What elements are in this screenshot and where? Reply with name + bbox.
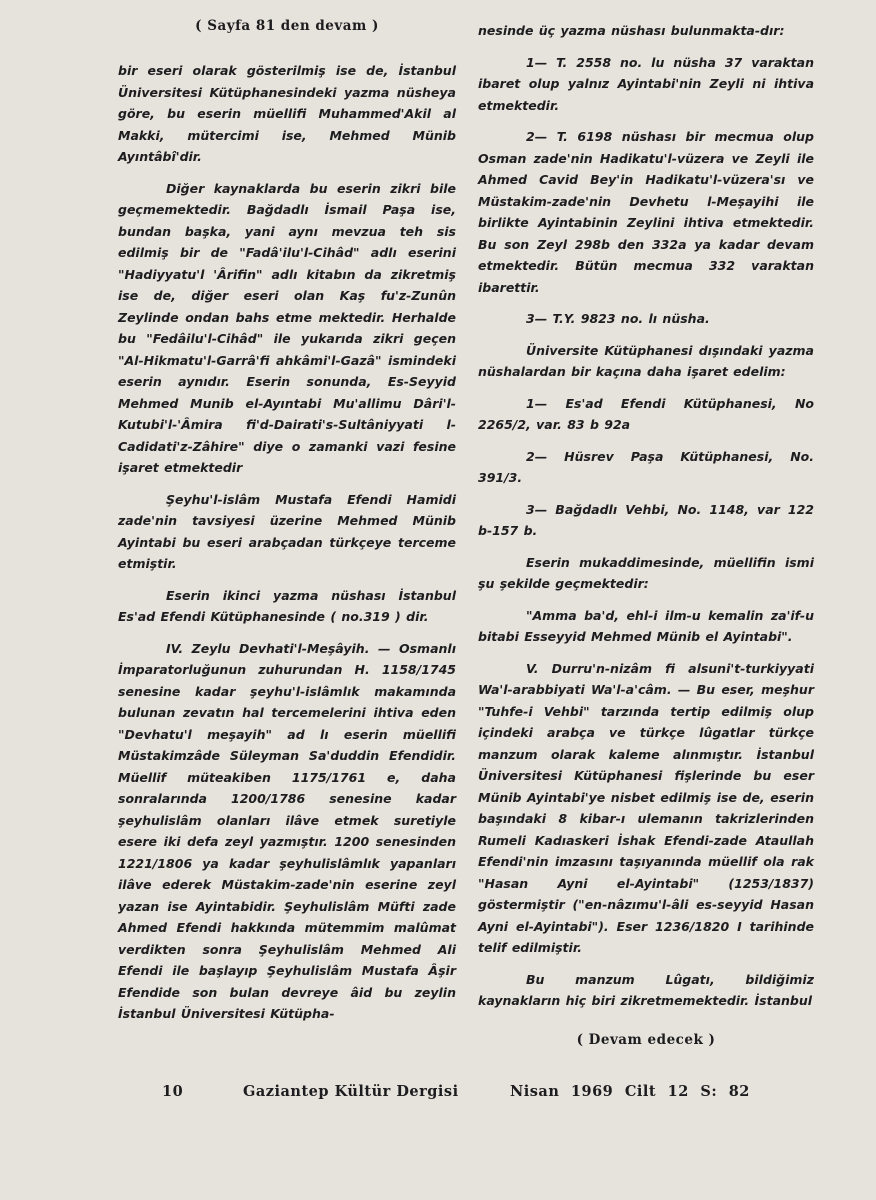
paragraph: Şeyhu'l-islâm Mustafa Efendi Hamidi zade'nin tavsiyesi üzerine Mehmed Münib Ayintabi bu eseri arabçadan türkçeye terceme etmiştir. (118, 491, 456, 571)
paragraph: 1— Es'ad Efendi Kütüphanesi, No 2265/2, var. 83 b 92a (478, 395, 814, 432)
page-number: 10 (162, 1083, 184, 1100)
paragraph: 1— T. 2558 no. lu nüsha 37 varaktan ibaret olup yalnız Ayintabi'nin Zeyli ni ihtiva etmektedir. (478, 54, 814, 113)
paragraph: bir eseri olarak gösterilmiş ise de, İstanbul Üniversitesi Kütüphanesindeki yazma nüsheya göre, bu eserin müellifi Muhammed'Akil al Makki, mütercimi ise, Mehmed Münib Ayıntâbî'dir. (118, 63, 456, 164)
journal-title: Gaziantep Kültür Dergisi (243, 1083, 459, 1100)
paragraph: Bu manzum Lûgatı, bildiğimiz kaynakların hiç biri zikretmemektedir. İstanbul (478, 971, 814, 1008)
paragraph: Eserin ikinci yazma nüshası İstanbul Es'ad Efendi Kütüphanesinde ( no.319 ) dir. (118, 587, 456, 624)
continued-note: ( Devam edecek ) (576, 1032, 716, 1048)
continued-from-note: ( Sayfa 81 den devam ) (195, 18, 379, 34)
paragraph: 2— Hüsrev Paşa Kütüphanesi, No. 391/3. (478, 448, 814, 485)
right-text-column (478, 20, 814, 1022)
paragraph: Eserin mukaddimesinde, müellifin ismi şu şekilde geçmektedir: (478, 554, 814, 591)
left-text-column (118, 60, 456, 1035)
paragraph: V. Durru'n-nizâm fi alsuni't-turkiyyati Wa'l-arabbiyati Wa'l-a'câm. — Bu eser, meşhur "Tuhfe-i Vehbi" tarzında tertip edilmiş olup içindeki arabça ve türkçe lûgatlar türkçe manzum olarak kaleme alınmıştır. İstanbul Üniversitesi Kütüphanesi fişlerinde bu eser Münib Ayintabi'ye nisbet edilmiş ise de, eserin başındaki 8 kibar-ı ulemanın takrizlerinden Rumeli Kadıaskeri İshak Efendi-zade Ataullah Efendi'nin imzasını taşıyanında müellif ola rak "Hasan Ayni el-Ayintabi" (1253/1837) göstermiştir ("en-nâzımu'l-âli es-seyyid Hasan Ayni el-Ayintabi"). Eser 1236/1820 I tarihinde telif edilmiştir. (478, 660, 814, 955)
issue-info: Nisan 1969 Cilt 12 S: 82 (510, 1083, 750, 1100)
paragraph: "Amma ba'd, ehl-i ilm-u kemalin za'if-u bitabi Esseyyid Mehmed Münib el Ayintabi". (478, 607, 814, 644)
paragraph: IV. Zeylu Devhati'l-Meşâyih. — Osmanlı İmparatorluğunun zuhurundan H. 1158/1745 senesine kadar şeyhu'l-islâmlık makamında bulunan zevatın hal tercemelerini ihtiva eden "Devhatu'l meşayih" ad lı eserin müellifi Müstakimzâde Süleyman Sa'duddin Efendidir. Müellif müteakiben 1175/1761 e, daha sonralarında 1200/1786 senesine kadar şeyhulislâm olanları ilâve etmek suretiyle esere iki defa zeyl yazmıştır. 1200 senesinden 1221/1806 ya kadar şeyhulislâmlık yapanları ilâve ederek Müstakim-zade'nin eserine zeyl yazan ise Ayintabidir. Şeyhulislâm Müfti zade Ahmed Efendi hakkında mütemmim malûmat verdikten sonra Şeyhulislâm Mehmed Ali Efendi ile başlayıp Şeyhulislâm Mustafa Âşir Efendide son bulan devreye âid bu zeylin İstanbul Üniversitesi Kütüpha- (118, 640, 456, 1021)
paragraph: nesinde üç yazma nüshası bulunmakta-dır: (478, 23, 785, 38)
paragraph: 3— Bağdadlı Vehbi, No. 1148, var 122 b-157 b. (478, 501, 814, 538)
paragraph: Diğer kaynaklarda bu eserin zikri bile geçmemektedir. Bağdadlı İsmail Paşa ise, bundan başka, yani aynı mevzua teh sis edilmiş bir de "Fadâ'ilu'l-Cihâd" adlı eserini "Hadiyyatu'l 'Ârifin" adlı kitabın da zikretmiş ise de, diğer eseri olan Kaş fu'z-Zunûn Zeylinde ondan bahs etme mektedir. Herhalde bu "Fedâilu'l-Cihâd" ile yukarıda zikri geçen "Al-Hikmatu'l-Garrâ'fi ahkâmi'l-Gazâ" ismindeki eserin aynıdır. Eserin sonunda, Es-Seyyid Mehmed Munib el-Ayıntabi Mu'allimu Dâri'l-Kutubi'l-'Âmira fi'd-Dairati's-Sultâniyyati l-Cadidati'z-Zâhire" diye o zamanki vazi fesine işaret etmektedir (118, 180, 456, 475)
paragraph: 3— T.Y. 9823 no. lı nüsha. (526, 311, 710, 326)
paragraph: 2— T. 6198 nüshası bir mecmua olup Osman zade'nin Hadikatu'l-vüzera ve Zeyli ile Ahmed Cavid Bey'in Hadikatu'l-vüzera'sı ve Müstakim-zade'nin Devhetu l-Meşayihi ile birlikte Ayintabinin Zeylini ihtiva etmektedir. Bu son Zeyl 298b den 332a ya kadar devam etmektedir. Bütün mecmua 332 varaktan ibarettir. (478, 129, 814, 295)
paragraph: Üniversite Kütüphanesi dışındaki yazma nüshalardan bir kaçına daha işaret edelim: (478, 342, 814, 379)
